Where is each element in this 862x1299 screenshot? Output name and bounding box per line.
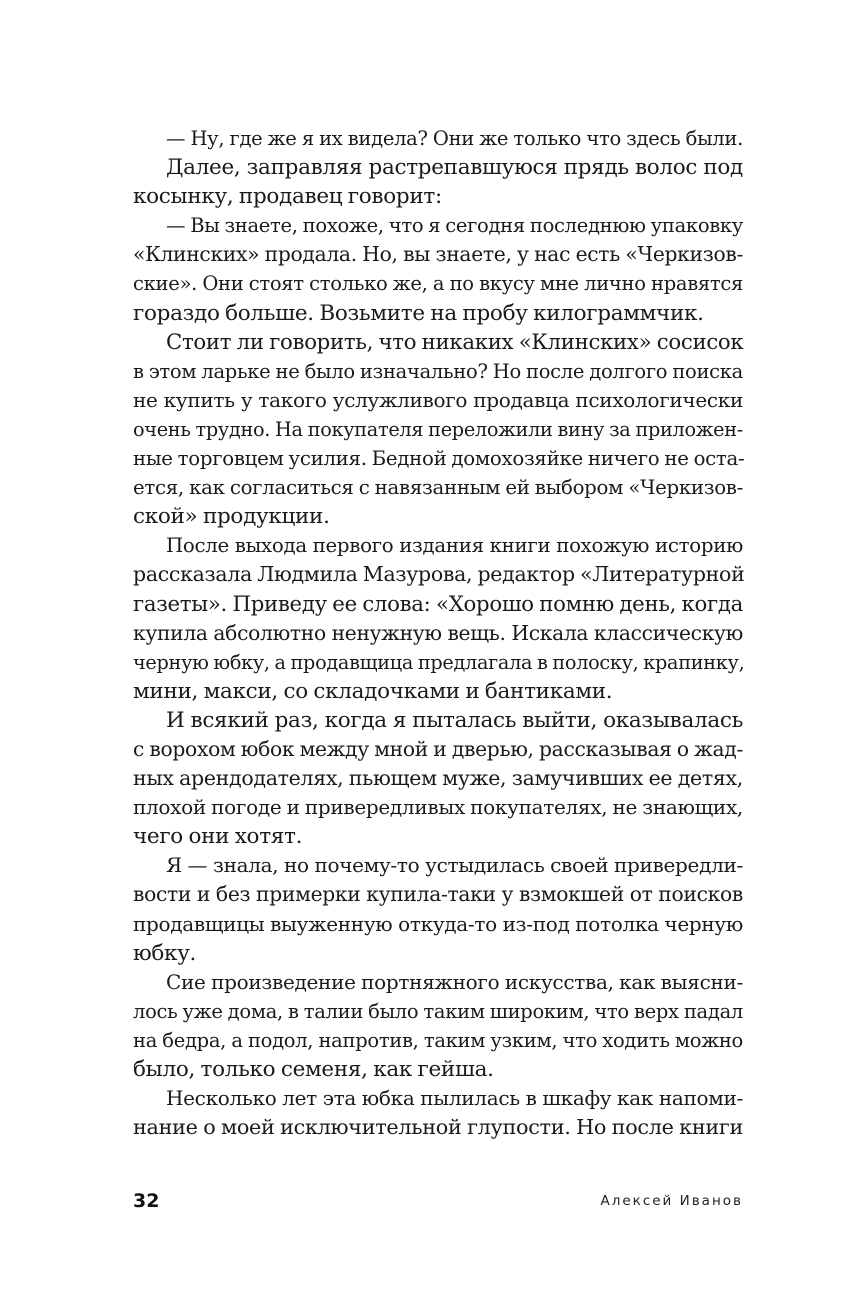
text-line: с ворохом юбок между мной и дверью, рассказывая о жад- bbox=[133, 736, 743, 761]
text-line: было, только семеня, как гейша. bbox=[133, 1057, 494, 1082]
text-line: не купить у такого услужливого продавца психологически bbox=[133, 387, 743, 412]
text-line: косынку, продавец говорит: bbox=[133, 184, 442, 210]
text-line: в этом ларьке не было изначально? Но после долгого поиска bbox=[133, 359, 743, 383]
text-line: Несколько лет эта юбка пылилась в шкафу как напоми- bbox=[166, 1086, 743, 1111]
text-line: юбку. bbox=[133, 940, 197, 966]
page-footer bbox=[133, 1188, 743, 1214]
text-line: ется, как согласиться с навязанным ей выбором «Черкизов- bbox=[133, 476, 743, 500]
text-line: черную юбку, а продавщица предлагала в полоску, крапинку, bbox=[133, 650, 745, 674]
text-line: ской» продукции. bbox=[133, 504, 330, 530]
text-line: ские». Они стоят столько же, а по вкусу мне лично нравятся bbox=[133, 272, 743, 296]
text-line: очень трудно. На покупателя переложили вину за приложен- bbox=[133, 417, 743, 441]
text-line: продавщицы выуженную откуда-то из-под потолка черную bbox=[133, 911, 743, 936]
text-line: мини, макси, со складочками и бантиками. bbox=[133, 678, 613, 704]
text-line: нание о моей исключительной глупости. Но после книги bbox=[133, 1115, 743, 1140]
text-line: Далее, заправляя растрепавшуюся прядь волос под bbox=[166, 155, 743, 181]
text-line: Стоит ли говорить, что никаких «Клинских» сосисок bbox=[166, 329, 744, 355]
text-line: ные торговцем усилия. Бедной домохозяйке ничего не оста- bbox=[133, 447, 745, 471]
text-line: — Вы знаете, похоже, что я сегодня последнюю упаковку bbox=[166, 214, 743, 238]
page-body bbox=[133, 124, 743, 1142]
text-line: После выхода первого издания книги похожую историю bbox=[166, 534, 743, 558]
text-line: на бедра, а подол, напротив, таким узким, что ходить можно bbox=[133, 1028, 743, 1052]
text-line: рассказала Людмила Мазурова, редактор «Литературной bbox=[133, 562, 745, 587]
text-line: ных арендодателях, пьющем муже, замучивших ее детях, bbox=[133, 766, 743, 791]
text-line: плохой погоде и привередливых покупателях, не знающих, bbox=[133, 795, 743, 820]
text-line: И всякий раз, когда я пыталась выйти, оказывалась bbox=[166, 707, 743, 733]
text-line: лось уже дома, в талии было таким широким, что верх падал bbox=[133, 999, 743, 1023]
page-number: 32 bbox=[133, 1190, 160, 1212]
text-line: Сие произведение портняжного искусства, как выясни- bbox=[166, 969, 743, 994]
text-line: гораздо больше. Возьмите на пробу килограммчик. bbox=[133, 300, 704, 326]
text-line: чего они хотят. bbox=[133, 824, 303, 850]
text-line: «Клинских» продала. Но, вы знаете, у нас есть «Черкизов- bbox=[133, 242, 743, 267]
text-line: вости и без примерки купила-таки у взмокшей от поисков bbox=[133, 882, 743, 907]
text-line: Я — знала, но почему-то устыдилась своей привередли- bbox=[166, 853, 743, 878]
text-line: — Ну, где же я их видела? Они же только что здесь были. bbox=[166, 127, 743, 150]
running-head-author: Алексей Иванов bbox=[600, 1193, 743, 1209]
text-line: газеты». Приведу ее слова: «Хорошо помню день, когда bbox=[133, 591, 743, 617]
text-line: купила абсолютно ненужную вещь. Искала классическую bbox=[133, 620, 743, 645]
